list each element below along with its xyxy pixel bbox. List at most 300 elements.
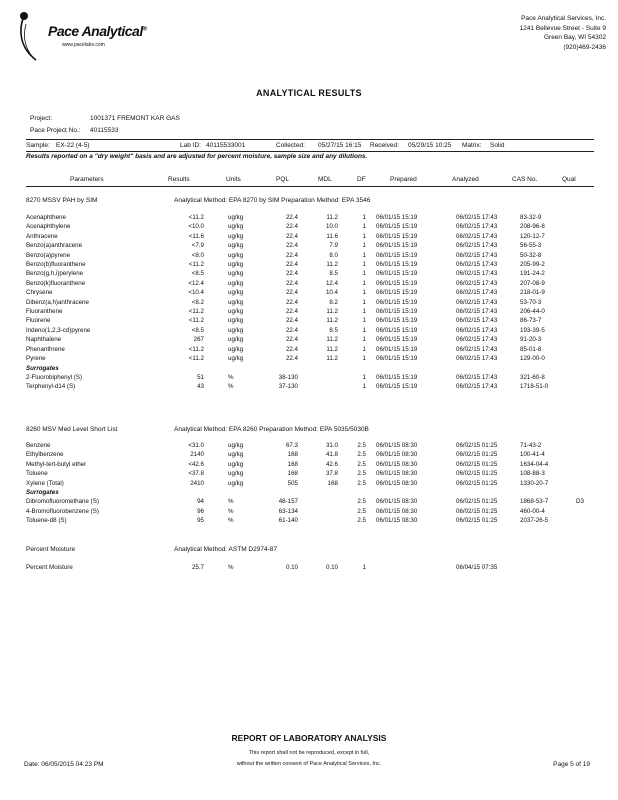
cell-analyzed: 06/02/15 17:43 [456,345,498,353]
received-label: Received: [370,142,399,149]
cell-df: 1 [362,223,366,231]
table-row [26,326,596,335]
cell-parameter: Methyl-tert-butyl ether [26,460,87,468]
table-row [26,316,596,325]
cell-parameter: Dibenz(a,h)anthracene [26,298,89,306]
project-label: Project: [30,115,53,122]
results-table-moisture [26,563,596,572]
cell-analyzed: 06/02/15 17:43 [456,383,498,391]
cell-analyzed: 06/02/15 17:43 [456,270,498,278]
cell-qual [576,345,596,354]
cell-units: ug/kg [228,317,244,325]
logo-wordmark: Pace Analytical® [48,23,147,39]
cell-cas-no: 100-41-4 [520,451,545,459]
cell-pql: 22.4 [285,336,298,344]
cell-qual [576,279,596,288]
surrogate-row [26,497,596,506]
cell-result: 267 [193,336,204,344]
cell-qual [576,288,596,297]
cell-mdl: 37.8 [325,470,338,478]
surrogate-row [26,382,596,391]
cell-mdl: 168 [327,479,338,487]
cell-qual [576,563,596,572]
cell-prepared: 06/01/15 15:19 [376,326,418,334]
cell-prepared: 06/01/15 08:30 [376,479,418,487]
cell-units: ug/kg [228,355,244,363]
cell-qual [576,213,596,222]
cell-units: % [228,507,234,515]
cell-pql: 22.4 [285,317,298,325]
cell-df: 1 [362,345,366,353]
pace-project-label: Pace Project No.: [30,127,81,134]
lab-phone: (920)469-2436 [563,43,606,51]
surrogate-row [26,373,596,382]
cell-df: 1 [362,242,366,250]
cell-mdl: 8.2 [329,298,338,306]
cell-pql: 22.4 [285,298,298,306]
surrogates-heading: Surrogates [26,364,59,372]
cell-qual [576,260,596,269]
cell-prepared: 06/01/15 15:19 [376,317,418,325]
table-row [26,260,596,269]
cell-result: <10.0 [188,223,204,231]
cell-result: <31.0 [188,442,204,449]
cell-parameter: Terphenyl-d14 (S) [26,383,76,391]
col-header-qual: Qual [562,176,576,183]
cell-analyzed: 06/02/15 17:43 [456,308,498,316]
footer-line-1: This report shall not be reproduced, except in full, [248,750,370,756]
cell-result: <42.6 [188,460,204,468]
cell-mdl: 41.8 [325,451,338,459]
table-row [26,213,596,222]
logo-website: www.pacelabs.com [62,42,105,48]
cell-units: % [228,373,234,381]
cell-mdl: 11.2 [326,345,338,353]
cell-df: 1 [362,326,366,334]
cell-qual [576,469,596,478]
sample-label: Sample: [26,142,50,149]
col-header-results: Results [168,176,190,183]
cell-mdl: 42.6 [325,460,338,468]
col-header-mdl: MDL [318,176,332,183]
collected-label: Collected: [276,142,305,149]
cell-prepared: 06/01/15 15:19 [376,298,418,306]
lab-city: Green Bay, WI 54302 [543,34,606,41]
table-row [26,335,596,344]
cell-analyzed: 06/02/15 01:25 [456,442,498,449]
table-row [26,345,596,354]
cell-cas-no: 1868-53-7 [520,498,549,506]
section-name: 8270 MSSV PAH by SIM [26,197,98,204]
cell-prepared: 06/01/15 15:19 [376,345,418,353]
cell-df: 2.5 [357,507,366,515]
table-row [26,279,596,288]
cell-pql: 37-130 [278,383,298,391]
cell-parameter: Benzo(a)anthracene [26,242,83,250]
cell-result: <11.2 [188,345,204,353]
cell-result: <37.8 [188,470,204,478]
cell-df: 2.5 [357,451,366,459]
cell-pql: 61-140 [278,517,298,525]
cell-pql: 505 [287,479,298,487]
cell-qual [576,354,596,363]
cell-parameter: Acenaphthene [26,214,66,221]
table-row [26,479,596,488]
cell-mdl [298,373,338,382]
table-row [26,298,596,307]
cell-parameter: Indeno(1,2,3-cd)pyrene [26,326,91,334]
cell-units: % [228,383,234,391]
cell-units: ug/kg [228,289,244,297]
cell-cas-no: 321-60-8 [520,373,545,381]
cell-analyzed: 06/02/15 01:25 [456,507,498,515]
cell-cas-no: 208-96-8 [520,223,545,231]
project-value: 1001371 FREMONT KAR GAS [90,115,180,122]
cell-mdl: 12.4 [325,279,338,287]
dry-weight-note: Results reported on a "dry weight" basis and are adjusted for percent moisture, sample size and any dilutions. [26,153,368,160]
cell-result: <8.2 [191,298,204,306]
cell-units: ug/kg [228,442,244,449]
cell-prepared: 06/01/15 08:30 [376,470,418,478]
surrogate-row [26,507,596,516]
cell-pql: 168 [287,451,298,459]
cell-parameter: Benzo(g,h,i)perylene [26,270,84,278]
cell-pql: 38-130 [278,373,298,381]
page-number: Page 5 of 19 [553,761,590,768]
page-title: ANALYTICAL RESULTS [256,88,362,98]
col-header-cas-no: CAS No. [512,176,538,183]
cell-units: ug/kg [228,345,244,353]
cell-result: <8.5 [191,270,204,278]
cell-result: <7.9 [191,242,204,250]
cell-cas-no: 86-73-7 [520,317,542,325]
cell-parameter: Fluorene [26,317,51,325]
cell-parameter: Benzene [26,442,51,449]
cell-units: ug/kg [228,451,244,459]
cell-prepared: 06/01/15 15:19 [376,373,418,381]
cell-parameter: Toluene-d8 (S) [26,517,67,525]
cell-units: ug/kg [228,232,244,240]
cell-units: ug/kg [228,479,244,487]
cell-mdl: 31.0 [325,442,338,449]
cell-result: 94 [197,498,204,506]
cell-prepared: 06/01/15 15:19 [376,270,418,278]
cell-prepared: 06/01/15 08:30 [376,442,418,449]
cell-cas-no: 218-01-9 [520,289,545,297]
report-date: Date: 06/05/2015 04:23 PM [24,761,104,768]
cell-units: ug/kg [228,270,244,278]
cell-result: 2140 [190,451,204,459]
lab-name: Pace Analytical Services, Inc. [521,15,606,22]
cell-result: 95 [197,517,204,525]
cell-qual [576,251,596,260]
cell-qual [576,269,596,278]
table-row [26,469,596,478]
cell-qual [576,382,596,391]
cell-analyzed: 06/02/15 01:25 [456,517,498,525]
cell-df: 1 [362,232,366,240]
cell-result: <11.2 [188,261,204,269]
cell-analyzed: 06/02/15 01:25 [456,460,498,468]
cell-prepared: 06/01/15 15:19 [376,336,418,344]
cell-analyzed: 06/02/15 17:43 [456,336,498,344]
cell-result: <11.2 [188,355,204,363]
cell-result: <8.5 [191,326,204,334]
cell-units: % [228,517,234,525]
surrogates-heading-row [26,488,596,497]
cell-mdl [298,382,338,391]
table-row [26,450,596,459]
collected-value: 05/27/15 16:15 [318,142,362,149]
cell-qual [576,307,596,316]
cell-analyzed: 06/02/15 17:43 [456,279,498,287]
sample-value: EX-22 (4-5) [56,142,90,149]
cell-result: <11.2 [188,317,204,325]
cell-parameter: Benzo(a)pyrene [26,251,71,259]
col-header-parameters: Parameters [70,176,104,183]
cell-qual [576,222,596,231]
cell-analyzed: 06/02/15 01:25 [456,470,498,478]
col-header-pql: PQL [276,176,290,183]
cell-parameter: Benzo(k)fluoranthene [26,279,86,287]
cell-units: ug/kg [228,298,244,306]
cell-qual [576,232,596,241]
cell-parameter: Dibromofluoromethane (S) [26,498,99,506]
results-table-voc [26,441,596,526]
cell-pql: 22.4 [285,279,298,287]
cell-mdl: 8.5 [329,326,338,334]
cell-prepared: 06/01/15 08:30 [376,498,418,506]
cell-parameter: Ethylbenzene [26,451,64,459]
cell-df: 1 [362,383,366,391]
footer-title: REPORT OF LABORATORY ANALYSIS [231,733,387,743]
cell-cas-no: 120-12-7 [520,232,545,240]
cell-pql: 22.4 [285,326,298,334]
cell-cas-no: 53-70-3 [520,298,542,306]
cell-units: % [228,564,234,571]
cell-pql: 22.4 [285,214,298,221]
cell-parameter: Acenaphthylene [26,223,71,231]
cell-analyzed: 06/02/15 01:25 [456,479,498,487]
cell-units: ug/kg [228,308,244,316]
cell-pql: 22.4 [285,308,298,316]
cell-pql: 22.4 [285,270,298,278]
cell-result: 96 [197,507,204,515]
cell-df: 2.5 [357,470,366,478]
cell-units: ug/kg [228,279,244,287]
pace-project-value: 40115533 [90,127,119,134]
cell-units: ug/kg [228,326,244,334]
cell-result: <8.0 [191,251,204,259]
cell-parameter: Fluoranthene [26,308,63,316]
cell-cas-no: 129-00-0 [520,355,545,363]
cell-df: 1 [362,289,366,297]
table-row [26,441,596,450]
section-name: 8260 MSV Med Level Short List [26,426,118,433]
col-header-units: Units [226,176,241,183]
cell-cas-no: 85-01-8 [520,345,542,353]
cell-prepared: 06/01/15 15:19 [376,355,418,363]
cell-qual [576,516,596,525]
section-method: Analytical Method: EPA 8270 by SIM Preparation Method: EPA 3546 [174,197,371,204]
cell-analyzed: 06/02/15 17:43 [456,373,498,381]
cell-qual [576,507,596,516]
footer-line-2: without the written consent of Pace Analytical Services, Inc. [236,761,382,767]
cell-cas-no: 460-00-4 [520,507,545,515]
cell-pql: 67.3 [285,442,298,449]
cell-cas-no: 50-32-8 [520,251,542,259]
cell-df: 1 [362,298,366,306]
cell-qual [576,335,596,344]
col-header-analyzed: Analyzed [452,176,479,183]
section-name: Percent Moisture [26,546,76,553]
cell-prepared: 06/01/15 15:19 [376,383,418,391]
cell-analyzed: 06/02/15 17:43 [456,242,498,250]
table-row [26,251,596,260]
cell-pql: 168 [287,470,298,478]
cell-qual [576,316,596,325]
table-row [26,241,596,250]
cell-prepared: 06/01/15 15:19 [376,308,418,316]
section-method: Analytical Method: ASTM D2974-87 [174,546,277,553]
cell-cas-no: 1634-04-4 [520,460,549,468]
cell-analyzed: 06/02/15 17:43 [456,326,498,334]
cell-units: ug/kg [228,223,244,231]
cell-parameter: Chrysene [26,289,53,297]
lab-address [520,14,606,52]
cell-pql: 22.4 [285,261,298,269]
cell-cas-no: 1330-20-7 [520,479,549,487]
cell-df: 1 [362,270,366,278]
cell-df: 2.5 [357,460,366,468]
cell-df: 1 [362,261,366,269]
cell-cas-no [514,563,576,572]
cell-mdl: 11.2 [326,308,338,316]
col-header-prepared: Prepared [390,176,417,183]
divider [26,186,594,187]
cell-prepared [366,563,456,572]
cell-parameter: Pyrene [26,355,46,363]
cell-result: 25.7 [191,564,204,571]
cell-mdl: 0.10 [325,564,338,571]
labid-value: 40115533001 [206,142,246,149]
table-row [26,460,596,469]
cell-df: 1 [362,308,366,316]
cell-result: 51 [197,373,204,381]
cell-analyzed: 06/02/15 17:43 [456,251,498,259]
cell-prepared: 06/01/15 15:19 [376,279,418,287]
cell-df: 1 [362,317,366,325]
cell-mdl [298,516,338,525]
cell-analyzed: 06/02/15 01:25 [456,498,498,506]
cell-cas-no: 91-20-3 [520,336,542,344]
cell-parameter: Percent Moisture [26,564,73,571]
surrogates-heading: Surrogates [26,489,59,497]
table-row [26,232,596,241]
cell-pql: 22.4 [285,289,298,297]
cell-cas-no: 1718-51-0 [520,383,549,391]
cell-mdl: 7.9 [329,242,338,250]
cell-prepared: 06/01/15 08:30 [376,507,418,515]
cell-df: 1 [362,251,366,259]
cell-df: 1 [362,279,366,287]
cell-units: ug/kg [228,214,244,221]
cell-mdl: 11.2 [326,214,338,221]
cell-pql: 0.10 [285,564,298,571]
cell-analyzed: 06/02/15 17:43 [456,261,498,269]
cell-result: <11.2 [188,214,204,221]
cell-cas-no: 207-08-9 [520,279,545,287]
table-row [26,288,596,297]
surrogates-heading-row [26,364,596,373]
matrix-label: Matrix: [462,142,482,149]
cell-units: ug/kg [228,470,244,478]
cell-parameter: 2-Fluorobiphenyl (S) [26,373,83,381]
cell-pql: 22.4 [285,345,298,353]
lab-street: 1241 Bellevue Street - Suite 9 [519,24,606,32]
cell-cas-no: 108-88-3 [520,470,545,478]
cell-analyzed: 06/02/15 17:43 [456,355,498,363]
pace-swoosh-icon [12,10,52,62]
cell-mdl: 11.2 [326,317,338,325]
cell-prepared: 06/01/15 08:30 [376,451,418,459]
cell-mdl: 8.5 [329,270,338,278]
cell-prepared: 06/01/15 15:19 [376,289,418,297]
cell-result: <10.4 [188,289,204,297]
cell-cas-no: 83-32-9 [520,214,542,221]
table-row [26,307,596,316]
table-row [26,563,596,572]
cell-df: 1 [362,355,366,363]
cell-pql: 22.4 [285,223,298,231]
cell-units: ug/kg [228,460,244,468]
cell-prepared: 06/01/15 15:19 [376,214,418,221]
cell-mdl: 11.6 [326,232,338,240]
cell-df: 1 [362,214,366,221]
cell-parameter: Anthracene [26,232,58,240]
cell-df: 1 [362,564,366,571]
cell-df: 1 [362,336,366,344]
cell-cas-no: 56-55-3 [520,242,542,250]
cell-analyzed: 06/02/15 17:43 [456,317,498,325]
cell-mdl: 11.2 [326,261,338,269]
cell-parameter: 4-Bromofluorobenzene (S) [26,507,99,515]
matrix-value: Solid [490,142,505,149]
cell-mdl: 11.2 [326,355,338,363]
cell-pql: 22.4 [285,232,298,240]
received-value: 05/29/15 10:25 [408,142,452,149]
cell-analyzed: 06/02/15 17:43 [456,214,498,221]
cell-df: 1 [362,373,366,381]
cell-qual [576,373,596,382]
cell-qual [576,441,596,450]
cell-result: <11.6 [188,232,204,240]
cell-units: ug/kg [228,336,244,344]
cell-mdl [298,507,338,516]
cell-qual [576,326,596,335]
cell-analyzed: 06/02/15 01:25 [456,451,498,459]
cell-qual [576,241,596,250]
cell-units: ug/kg [228,242,244,250]
cell-df: 2.5 [357,442,366,449]
cell-result: 2410 [190,479,204,487]
cell-qual [576,479,596,488]
cell-qual [576,450,596,459]
cell-pql: 22.4 [285,355,298,363]
cell-cas-no: 71-43-2 [520,442,542,449]
cell-pql: 22.4 [285,242,298,250]
divider [26,151,594,152]
